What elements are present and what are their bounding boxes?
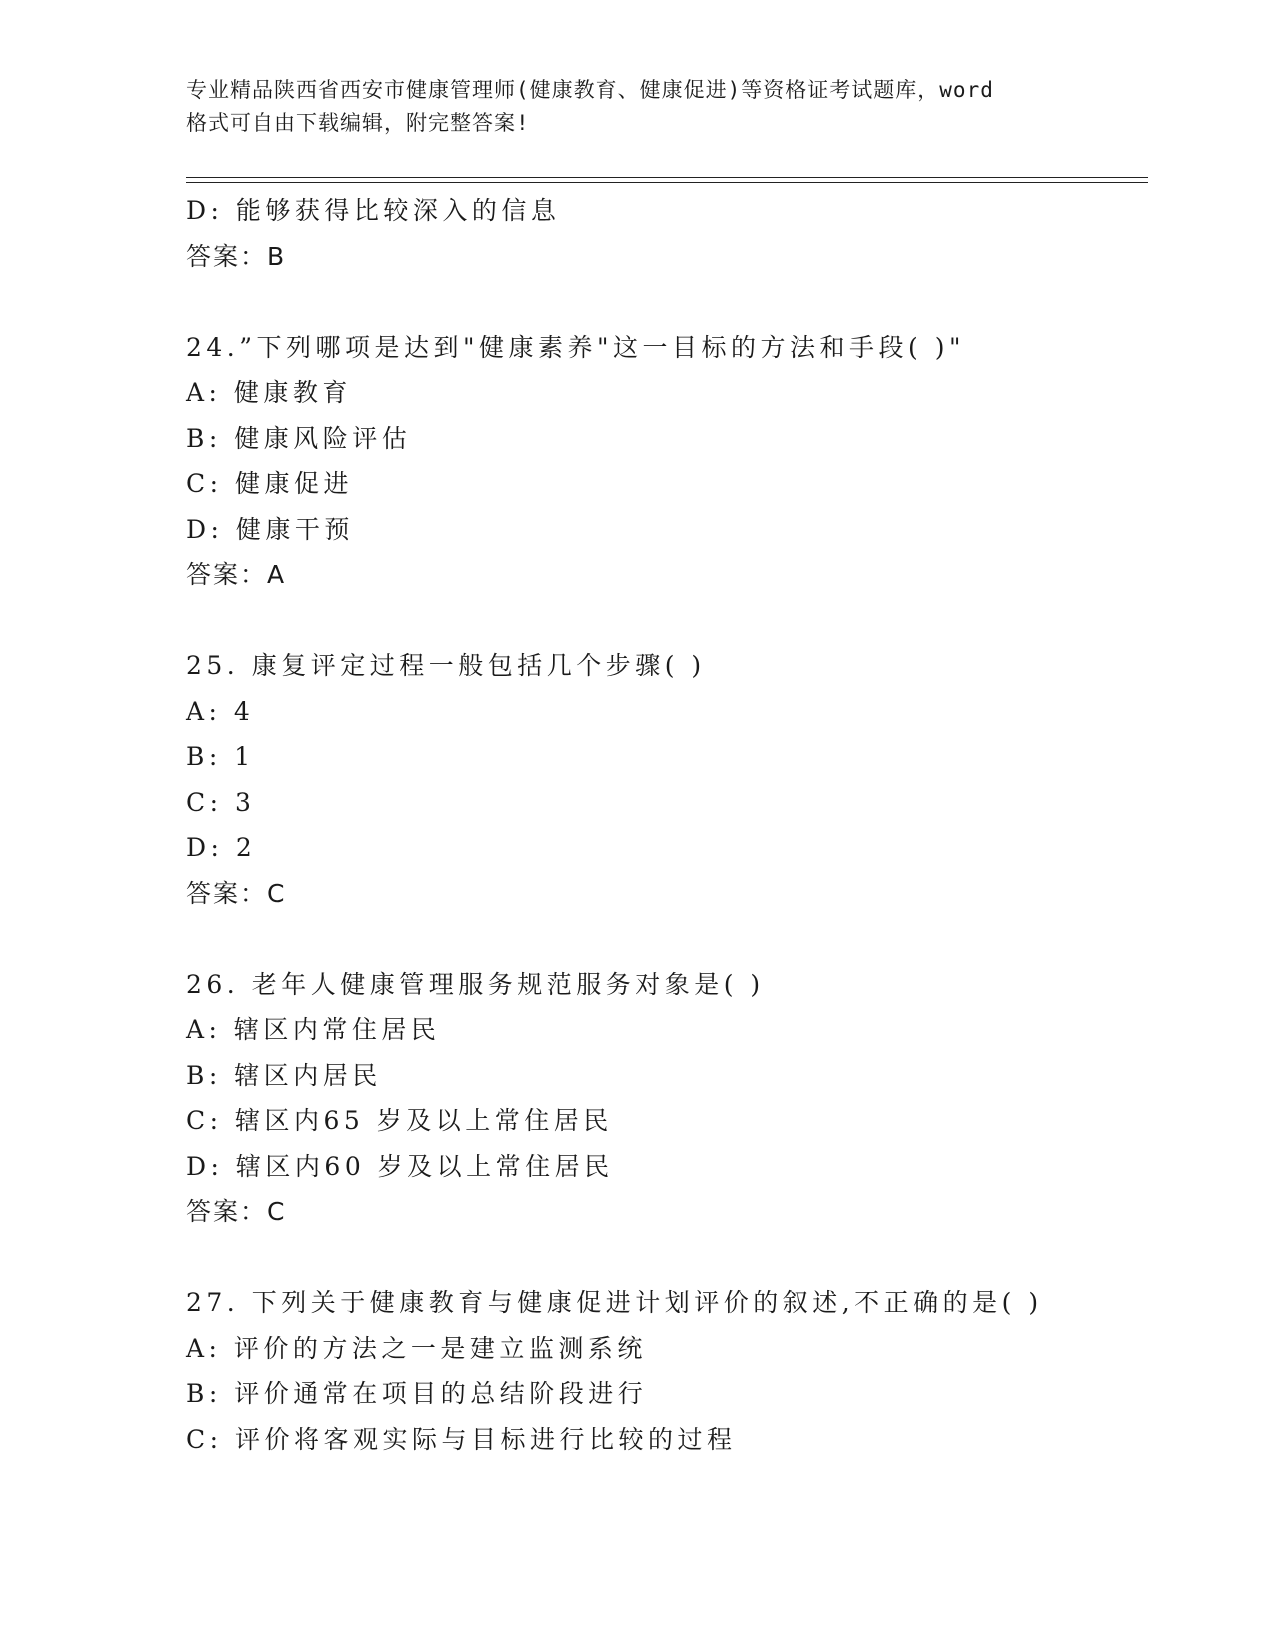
question-block-24 <box>186 325 1146 598</box>
option-c: C: 评价将客观实际与目标进行比较的过程 <box>186 1424 737 1454</box>
question-text: 26. 老年人健康管理服务规范服务对象是( ) <box>186 969 765 999</box>
header-divider-bottom <box>186 182 1148 183</box>
block-spacer <box>186 1235 1146 1281</box>
option-b: B: 1 <box>186 742 255 771</box>
answer-line: 答案：C <box>186 878 287 908</box>
question-block-23-tail <box>186 188 1146 279</box>
option-d: D: 能够获得比较深入的信息 <box>186 196 561 225</box>
option-a: A: 健康教育 <box>186 378 352 407</box>
option-a: A: 评价的方法之一是建立监测系统 <box>186 1333 647 1363</box>
header-divider-top <box>186 177 1148 178</box>
option-d: D: 2 <box>186 833 257 862</box>
question-block-26 <box>186 962 1146 1235</box>
document-header <box>186 74 1086 140</box>
option-b: B: 健康风险评估 <box>186 423 412 453</box>
question-text: 24.”下列哪项是达到"健康素养"这一目标的方法和手段( )" <box>186 332 965 362</box>
question-text: 27. 下列关于健康教育与健康促进计划评价的叙述,不正确的是( ) <box>186 1288 1043 1317</box>
option-c: C: 健康促进 <box>186 469 353 498</box>
option-c: C: 辖区内65 岁及以上常住居民 <box>186 1106 613 1135</box>
answer-line: 答案：C <box>186 1197 287 1226</box>
header-line-1: 专业精品陕西省西安市健康管理师(健康教育、健康促进)等资格证考试题库，word <box>186 78 994 102</box>
option-b: B: 辖区内居民 <box>186 1060 382 1090</box>
option-d: D: 健康干预 <box>186 514 354 544</box>
block-spacer <box>186 916 1146 962</box>
option-a: A: 4 <box>186 696 255 726</box>
option-c: C: 3 <box>186 787 256 817</box>
question-text: 25. 康复评定过程一般包括几个步骤( ) <box>186 651 706 680</box>
option-b: B: 评价通常在项目的总结阶段进行 <box>186 1379 648 1408</box>
answer-line: 答案：A <box>186 560 287 589</box>
block-spacer <box>186 279 1146 325</box>
question-list <box>186 188 1146 1462</box>
answer-line: 答案：B <box>186 241 287 271</box>
question-block-25 <box>186 643 1146 916</box>
option-a: A: 辖区内常住居民 <box>186 1015 441 1044</box>
block-spacer <box>186 598 1146 644</box>
option-d: D: 辖区内60 岁及以上常住居民 <box>186 1151 614 1181</box>
question-block-27 <box>186 1280 1146 1462</box>
header-line-2: 格式可自由下载编辑，附完整答案! <box>186 111 530 135</box>
